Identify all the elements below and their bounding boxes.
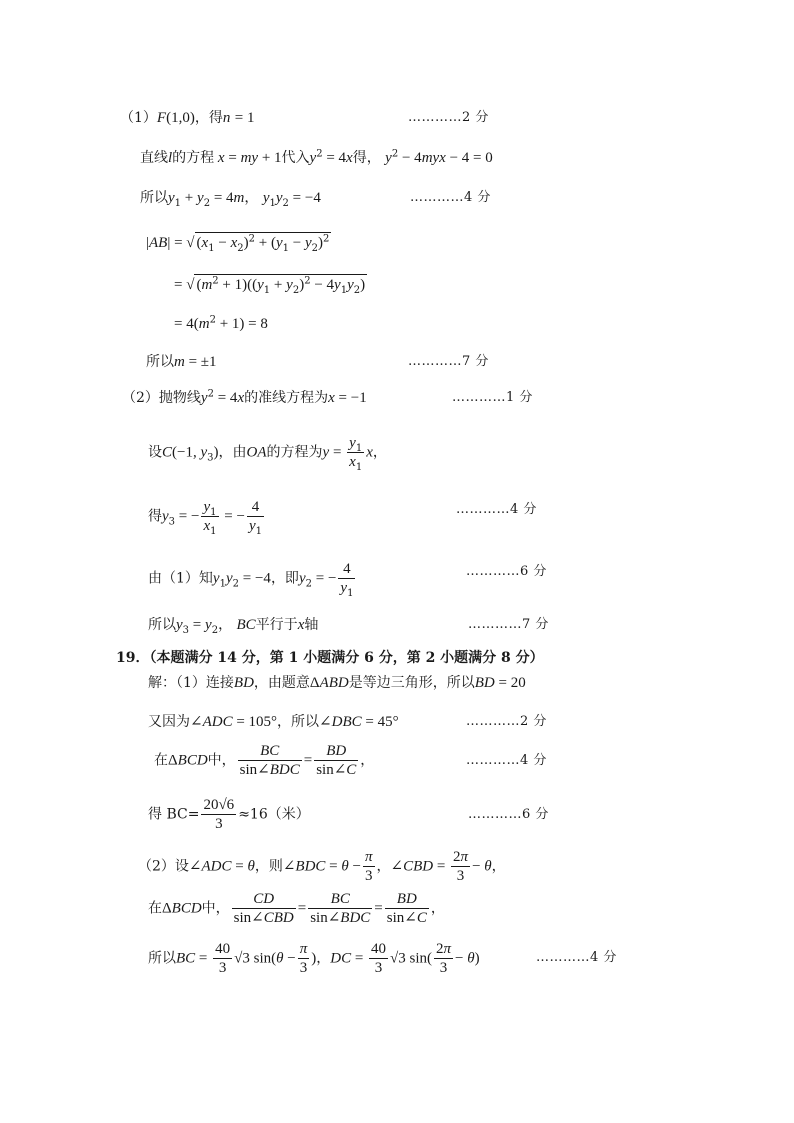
q19-line2: 又因为∠ADC = 105°，所以∠DBC = 45° (148, 714, 399, 730)
score-label: …………7 分 (408, 354, 489, 369)
score-label: …………4 分 (466, 753, 547, 768)
q19-line3: 在ΔBCD中， $\frac{BC}{\text{sin∠BDC}}$ = $\frac{BD}{\sin\angle C}$ ， (154, 743, 375, 778)
s1-ab-line3: = $4(m^2 + 1) = 8$ (174, 314, 268, 332)
score-label: …………6 分 (466, 564, 547, 579)
score-label: …………2 分 (466, 714, 547, 729)
score-label: …………4 分 (410, 190, 491, 205)
q19-line4: 得 BC= $\frac{20√6}{3}$ ≈16（米） (148, 797, 310, 832)
s2-line3: 得$y_3$ = − $\frac{y_1}{x_1}$ = − $\frac{4}{y_1}$ (148, 499, 262, 537)
s2-line4: 由（1）知$y_1y_2 = -4$，即$y_2$ = − $\frac{4}{y_1}$ (148, 561, 354, 599)
q19-line1: 解：（1）连接BD，由题意ΔABD是等边三角形，所以BD = 20 (148, 675, 526, 691)
s1-line3: 所以$y_1 + y_2 = 4m$， $y_1y_2 = -4$ (140, 190, 321, 209)
s1-line4: 所以m = ±1 (146, 354, 217, 370)
score-label: …………4 分 (456, 502, 537, 517)
s1-ab-line1: |AB| = √ $(x_1 - x_2)^2 + (y_1 - y_2)^2$ (146, 233, 330, 254)
score-label: …………7 分 (468, 617, 549, 632)
s2-line2: 设C(−1, $y_3$)，由OA的方程为y = $\frac{y_1}{x_1}$ x， (148, 435, 387, 473)
s1-ab-line2: = √ $(m^2 + 1)((y_1 + y_2)^2 - 4y_1y_2)$ (174, 275, 366, 296)
q19-line5: （2）设∠ADC = θ，则∠BDC = θ − $\frac{\pi}{3}$ ，∠CBD = $\frac{2\pi}{3}$ − θ， (138, 849, 506, 884)
q19-header: 19．（本题满分 14 分，第 1 小题满分 6 分，第 2 小题满分 8 分） (116, 650, 544, 666)
score-label: …………6 分 (468, 807, 549, 822)
s1-line2: 直线l的方程 x = my + 1代入$y^2 = 4x$得， $y^2 - 4myx - 4 = 0$ (140, 148, 493, 166)
q19-line6: 在ΔBCD中， $\frac{CD}{\text{sin∠CBD}}$ = $\frac{BC}{\text{sin∠BDC}}$ = $\frac{BD}{\sin\angle C}$ ， (148, 891, 445, 926)
s1-line1: （1）F(1,0)，得n = 1 (120, 110, 255, 126)
math: F (156, 110, 167, 126)
s2-line1: （2）抛物线$y^2 = 4x$的准线方程为x = −1 (122, 388, 367, 406)
fraction: $\frac{y_1}{x_1}$ (349, 435, 363, 473)
q19-line7: 所以BC = $\frac{40}{3}$ √3 sin(θ − $\frac{\pi}{3}$ )，DC = $\frac{40}{3}$ √3 sin( $\frac{2\pi}{3}$ − θ) (148, 941, 480, 976)
score-label: …………1 分 (452, 390, 533, 405)
score-label: …………2 分 (408, 110, 489, 125)
s2-line5: 所以$y_3 = y_2$， BC平行于x轴 (148, 617, 319, 636)
score-label: …………4 分 (536, 950, 617, 965)
